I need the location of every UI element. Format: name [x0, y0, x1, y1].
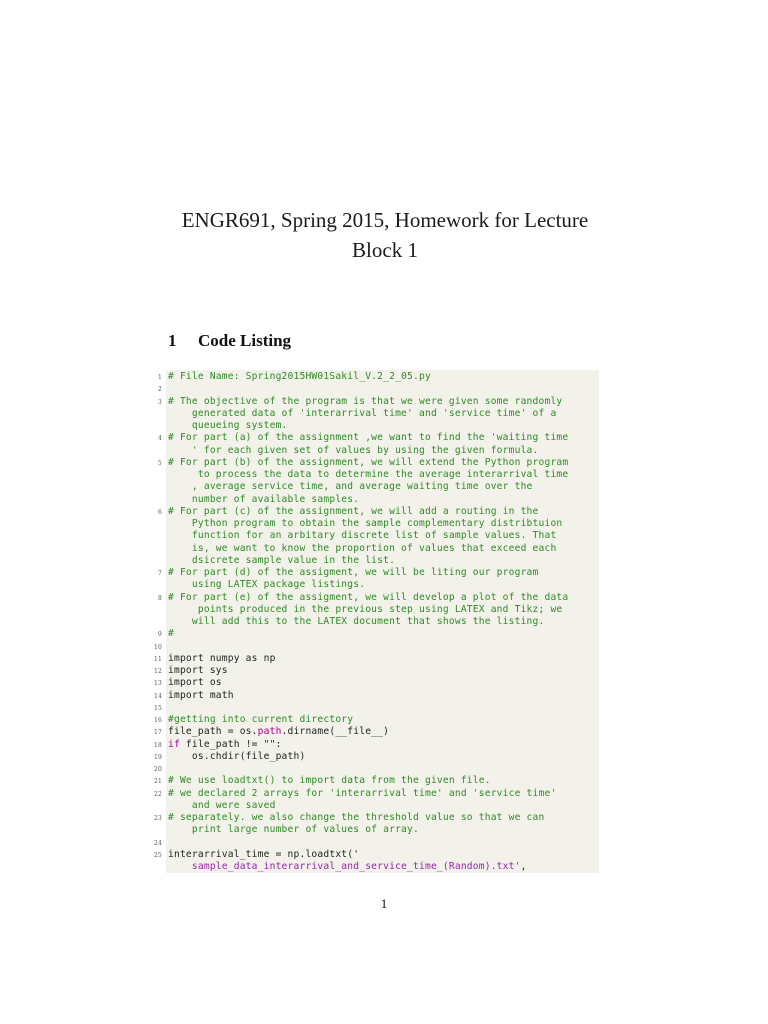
code-line [153, 738, 599, 751]
code-line [166, 800, 599, 812]
line-number: 24 [153, 839, 162, 847]
page-number: 1 [380, 896, 388, 911]
code-line [153, 689, 599, 702]
title-line-2: Block 1 [352, 238, 418, 262]
code-line [153, 652, 599, 665]
code-line [157, 591, 599, 604]
code-token: if [168, 738, 180, 750]
section-heading [168, 331, 291, 351]
code-line [157, 371, 599, 383]
code-line [157, 383, 599, 395]
code-token: import math [168, 689, 234, 701]
code-line [157, 456, 599, 469]
code-line [166, 824, 599, 836]
line-number: 13 [153, 680, 162, 688]
code-token: path [257, 726, 282, 738]
code-token: # For part (c) of the assignment, we will add a routing in the [168, 505, 539, 517]
code-token: to process the data to determine the average interarrival time [168, 469, 569, 480]
code-token: sample_data_interarrival_and_service_time_(Random).txt' [168, 861, 521, 872]
code-line [157, 505, 599, 518]
code-token: os.chdir(file_path) [168, 750, 306, 762]
code-token: # For part (a) of the assignment ,we want to find the 'waiting time [168, 432, 569, 444]
code-line [157, 567, 599, 579]
title-line-1: ENGR691, Spring 2015, Homework for Lecture [181, 208, 589, 232]
code-token: , average service time, and average waiting time over the [168, 481, 533, 493]
code-line [166, 408, 599, 420]
line-number: 25 [153, 851, 162, 859]
document-title [150, 205, 620, 265]
code-token: # File Name: Spring2015HW01Sakil_V.2_2_05.py [168, 371, 431, 382]
code-token: # For part (e) of the assigment, we will develop a plot of the data [168, 591, 569, 603]
code-token: # we declared 2 arrays for 'interarrival time' and 'service time' [168, 787, 557, 799]
code-line [166, 530, 599, 542]
code-line [153, 726, 599, 738]
code-token: # separately. we also change the threshold value so that we can [168, 812, 545, 823]
code-line [153, 837, 599, 849]
code-token: function for an arbitary discrete list of sample values. That [168, 530, 557, 542]
line-number: 7 [157, 570, 162, 577]
code-token: # For part (d) of the assigment, we will be liting our program [168, 567, 539, 578]
code-token: import os [168, 677, 222, 689]
code-token: .dirname(__file__) [281, 726, 390, 738]
line-number: 2 [157, 386, 162, 394]
line-number: 10 [153, 643, 162, 651]
line-number: 14 [153, 692, 162, 700]
code-line [166, 518, 599, 530]
code-line [166, 445, 599, 457]
code-listing [153, 370, 599, 873]
code-token: import sys [168, 665, 228, 676]
code-token: print large number of values of array. [168, 824, 419, 836]
code-token: file_path = os. [168, 726, 258, 738]
line-number: 23 [153, 815, 162, 822]
code-token: ' for each given set of values by using the given formula. [168, 444, 539, 456]
code-token: # [168, 628, 174, 640]
code-line [153, 702, 599, 714]
code-token: import numpy as np [168, 652, 276, 664]
code-token: Python program to obtain the sample complementary distribtuion [168, 518, 563, 529]
line-number: 15 [153, 704, 162, 712]
code-token: dsicrete sample value in the list. [168, 554, 396, 566]
code-token: generated data of 'interarrival time' and 'service time' of a [168, 407, 557, 419]
code-token: # We use loadtxt() to import data from the given file. [168, 775, 491, 787]
code-line [153, 775, 599, 787]
code-line [153, 787, 599, 800]
code-line [166, 420, 599, 432]
code-line [166, 494, 599, 506]
line-number: 9 [157, 631, 162, 639]
line-number: 3 [157, 398, 162, 406]
code-line [153, 714, 599, 726]
line-number: 18 [153, 741, 162, 749]
code-line [166, 469, 599, 481]
line-number: 11 [153, 655, 162, 663]
code-token: and were saved [168, 799, 276, 811]
code-line [157, 395, 599, 408]
code-line [153, 665, 599, 677]
code-line [153, 812, 599, 824]
code-line [153, 677, 599, 689]
line-number: 1 [157, 374, 162, 381]
line-number: 19 [153, 753, 162, 761]
line-number: 12 [153, 668, 162, 675]
code-token: queueing system. [168, 420, 288, 431]
code-token: is, we want to know the proportion of values that exceed each [168, 542, 557, 554]
code-line [153, 763, 599, 775]
line-number: 5 [157, 459, 162, 467]
code-token: number of available samples. [168, 493, 360, 505]
code-token: will add this to the LATEX document that shows the listing. [168, 616, 545, 627]
line-number: 17 [153, 729, 162, 737]
line-number: 4 [157, 435, 162, 443]
line-number: 22 [153, 790, 162, 798]
code-line [166, 543, 599, 555]
code-token: using LATEX package listings. [168, 579, 366, 591]
line-number: 20 [153, 766, 162, 773]
line-number: 21 [153, 778, 162, 786]
code-token: interarrival_time = np.loadtxt(' [168, 848, 360, 860]
code-line [153, 848, 599, 861]
code-line [166, 616, 599, 628]
code-line [153, 641, 599, 653]
code-token: , [520, 861, 527, 872]
code-line [157, 628, 599, 640]
code-line [166, 604, 599, 616]
code-line [157, 432, 599, 444]
code-line [166, 481, 599, 493]
code-line [153, 750, 599, 763]
code-token: # The objective of the program is that we were given some randomly [168, 395, 563, 407]
code-token: #getting into current directory [168, 714, 354, 725]
line-number: 8 [157, 594, 162, 602]
line-number: 16 [153, 717, 162, 724]
section-number: 1 [168, 331, 177, 350]
line-number: 6 [157, 508, 162, 516]
section-title: Code Listing [198, 331, 292, 350]
code-token: points produced in the previous step using LATEX and Tikz; we [168, 603, 563, 615]
code-line [166, 555, 599, 567]
code-token: # For part (b) of the assignment, we will extend the Python program [168, 456, 569, 468]
code-line [166, 861, 599, 873]
code-line [166, 579, 599, 591]
code-token: file_path != "": [179, 738, 282, 750]
